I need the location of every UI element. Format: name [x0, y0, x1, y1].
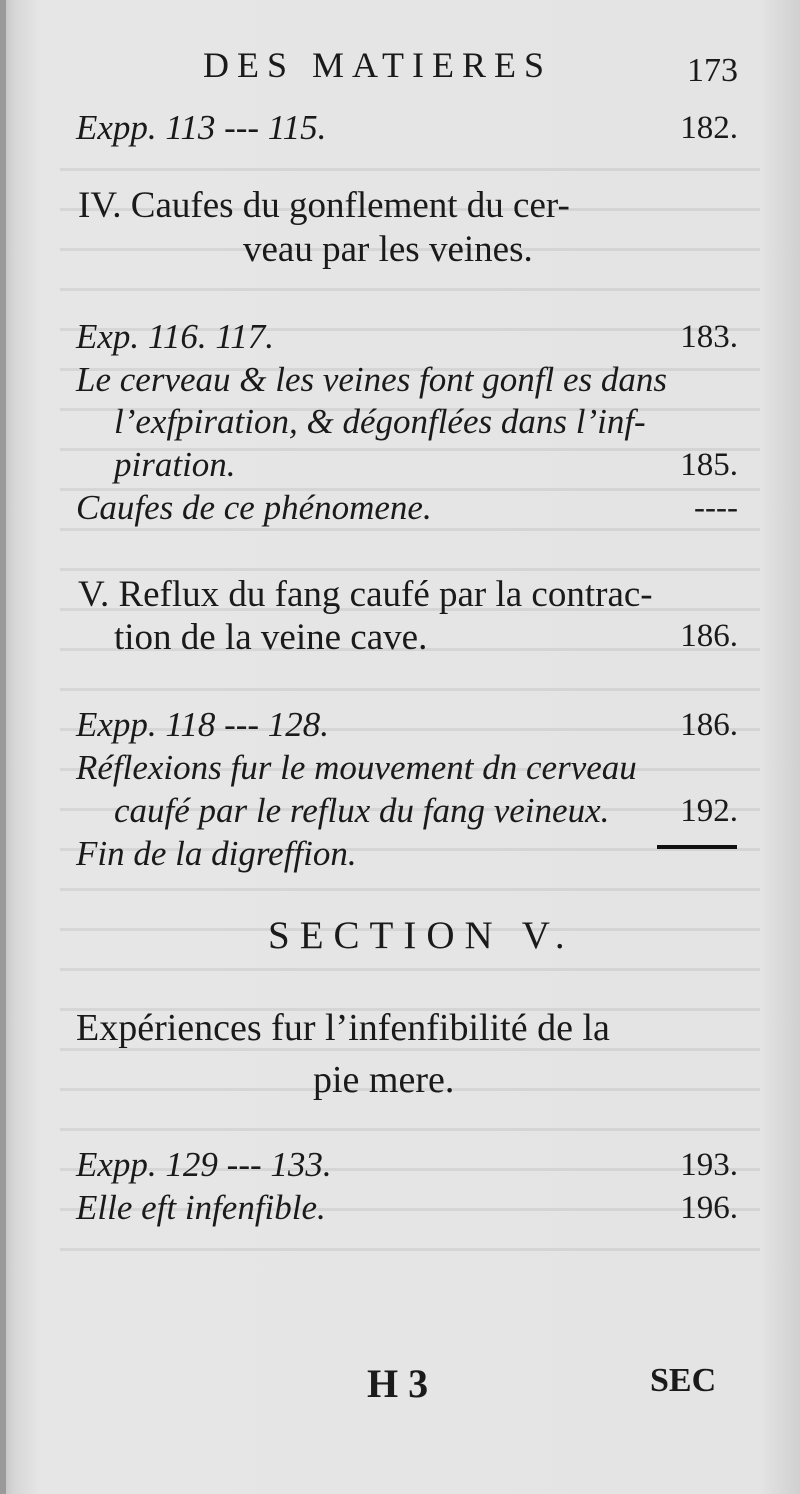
entry-page: 192.: [680, 793, 738, 829]
section-heading-v: V. Reflux du fang caufé par la contrac-: [78, 574, 653, 615]
page-number: 173: [687, 52, 738, 89]
entry-text: Elle eft infenfible.: [76, 1188, 326, 1227]
entry-page: 196.: [680, 1190, 738, 1226]
section-description-cont: pie mere.: [313, 1059, 455, 1101]
entry-text: Exp. 116. 117.: [76, 317, 274, 356]
entry-text: Expp. 129 --- 133.: [76, 1145, 332, 1184]
entry-text: Expp. 118 --- 128.: [76, 705, 330, 744]
entry-page: 186.: [680, 707, 738, 743]
entry-text-cont: piration.: [114, 445, 236, 484]
section-heading-iv: IV. Caufes du gonflement du cer-: [78, 185, 570, 226]
entry-text-cont: caufé par le reflux du fang veineux.: [114, 791, 610, 830]
section-heading-iv-cont: veau par les veines.: [243, 229, 533, 270]
entry-text-cont: l’exfpiration, & dégonflées dans l’inf-: [114, 402, 646, 441]
entry-page: 185.: [680, 447, 738, 483]
entry-page: 186.: [680, 618, 738, 654]
closing-rule: [657, 845, 737, 849]
entry-text: Réflexions fur le mouvement dn cerveau: [76, 748, 637, 787]
entry-page: 193.: [680, 1147, 738, 1183]
entry-page: ----: [694, 490, 738, 526]
page-spine: [0, 0, 6, 1494]
catchword: SEC: [650, 1362, 717, 1399]
running-header: DES MATIERES: [203, 45, 553, 85]
entry-text: Caufes de ce phénomene.: [76, 488, 432, 527]
entry-page: 183.: [680, 319, 738, 355]
section-description: Expériences fur l’infenfibilité de la: [76, 1007, 610, 1049]
signature-mark: H 3: [367, 1361, 429, 1406]
section-title: SECTION V.: [268, 914, 575, 957]
entry-text: Expp. 113 --- 115.: [76, 108, 327, 147]
entry-text: Le cerveau & les veines font gonfl es dans: [76, 360, 667, 399]
entry-page: 182.: [680, 110, 738, 146]
section-heading-v-cont: tion de la veine cave.: [114, 617, 428, 658]
entry-text: Fin de la digreffion.: [76, 834, 357, 873]
